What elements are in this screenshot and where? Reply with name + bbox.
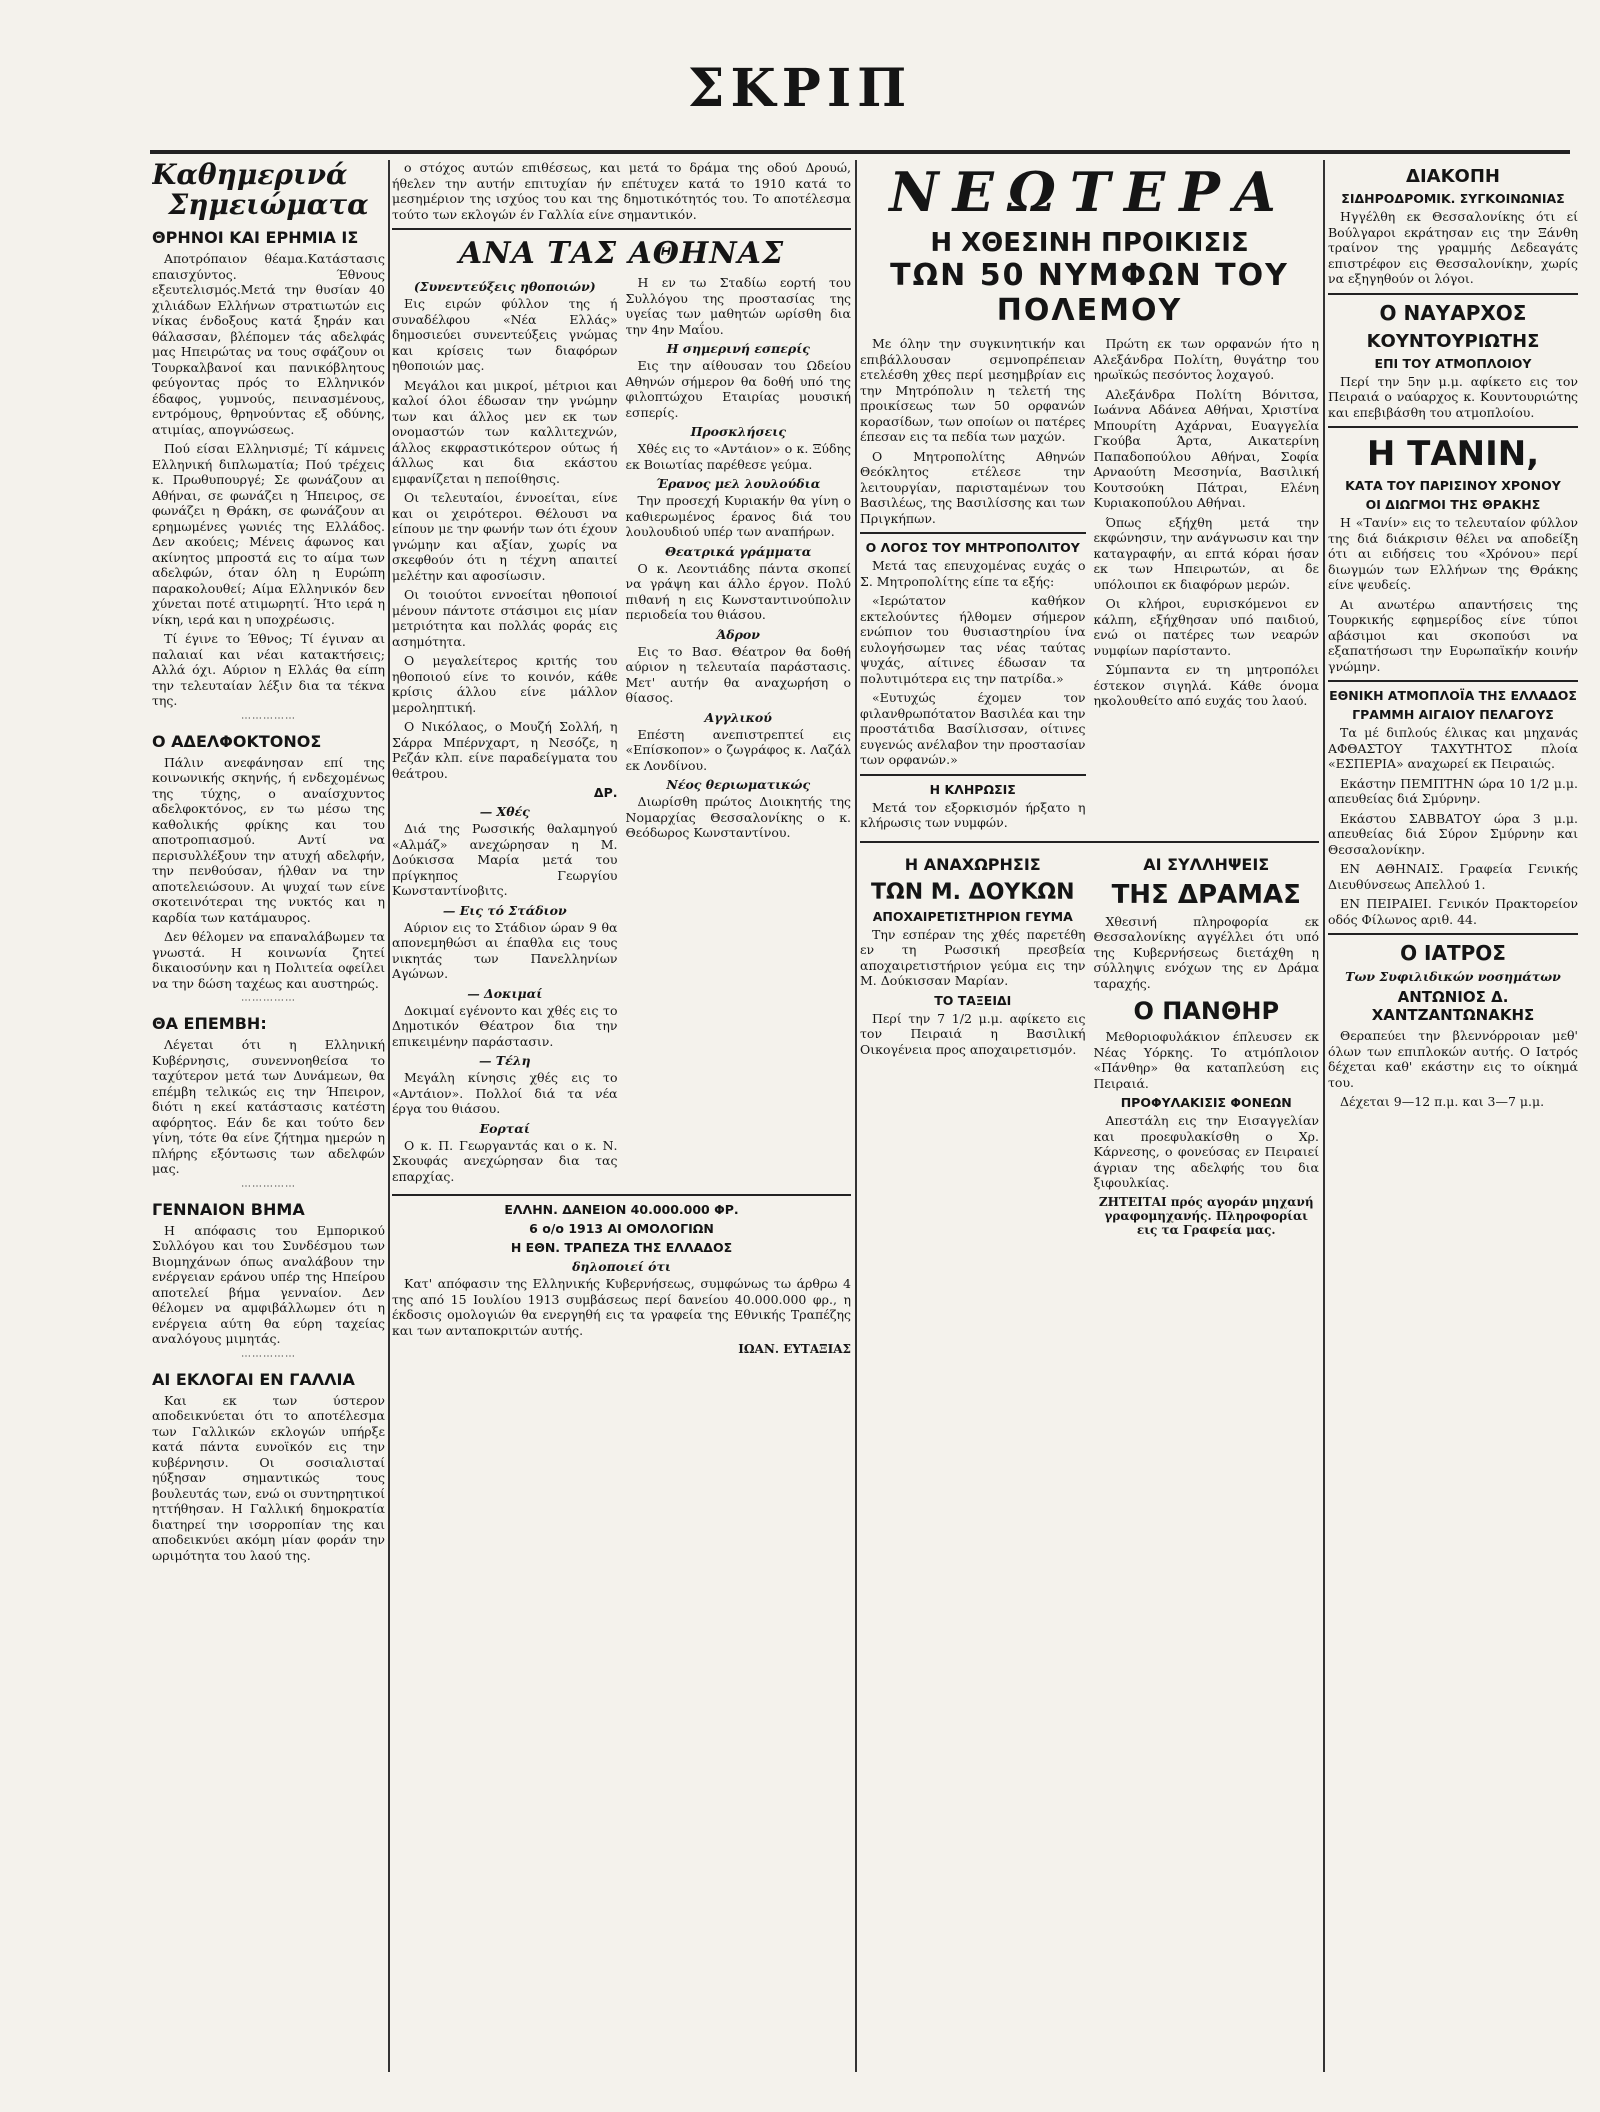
article-title: Ο ΑΔΕΛΦΟΚΤΟΝΟΣ <box>152 731 322 751</box>
subheading: Ο ΛΟΓΟΣ ΤΟΥ ΜΗΤΡΟΠΟΛΙΤΟΥ <box>865 540 1080 555</box>
doctor-ad <box>1328 941 1578 1110</box>
headline: ΣΙΔΗΡΟΔΡΟΜΙΚ. ΣΥΓΚΟΙΝΩΝΙΑΣ <box>1341 191 1565 206</box>
column-separator <box>1323 160 1325 2072</box>
article-paragraph: Μετά τας επευχομένας ευχάς ο Σ. Μητροπολίτης είπε τα εξής: <box>860 558 1086 589</box>
article-paragraph: Ηγγέλθη εκ Θεσσαλονίκης ότι εί Βούλγαροι εκράτησαν εις την Ξάνθη τραίνον της γραμμής Δεδεαγάτς επιστρέφον εις Θεσσαλονίκην, χωρίς να εξηγηθούν οι λόγοι. <box>1328 209 1578 286</box>
rule <box>1328 426 1578 428</box>
section-title: Καθημερινά <box>152 160 348 191</box>
ornament-divider: ⋯⋯⋯⋯⋯ <box>241 1350 296 1362</box>
subheading: Άδρον <box>716 626 760 642</box>
article-paragraph: Και εκ των ύστερον αποδεικνύεται ότι το αποτέλεσμα των Γαλλικών εκλογών υπήρξε κατά πάντα ευνοϊκόν εις την κυβέρνησιν. Οι σοσιαλισταί ηύξησαν σημαντικώς τους βουλευτάς των, ενώ οι συντηρητικοί ηττήθησαν. Η Γαλλική δημοκρατία διατηρεί την ισορροπίαν της και αποδεικνύει ακόμη μίαν φοράν την ωριμότητα του λαού της. <box>152 1392 385 1563</box>
headline: Η ΤΑΝΙΝ, <box>1366 434 1540 474</box>
article-paragraph: Η απόφασις του Εμπορικού Συλλόγου και του Συνδέσμου των Βιομηχάνων όπως αναλάβουν την ενέργειαν εράνου υπέρ της Ηπείρου αποτελεί βήμα γενναίον. Δεν θέλομεν να αμφιβάλλωμεν ότι η ενέργεια αύτη θα εύρη ταχείας αναλόγους μιμητάς. <box>152 1222 385 1346</box>
article-paragraph: Η εν τω Σταδίω εορτή του Συλλόγου της προστασίας της υγείας των μαθητών ωρίσθη δια την 4ην Μαΐου. <box>625 275 851 337</box>
subheading: Η σημερινή εσπερίς <box>666 341 810 356</box>
article-paragraph: Διά της Ρωσσικής θαλαμηγού «Αλμάζ» ανεχώρησαν η Μ. Δούκισσα Μαρία μετά του πρίγκηπος Γεωργίου Κωνσταντίνοβιτς. <box>392 821 618 898</box>
article-paragraph: Οι κλήροι, ευρισκόμενοι εν κάλπη, εξήχθησαν υπό παιδιού, ενώ οι πατέρες των νεαρών νυμφίων παρίσταντο. <box>1093 596 1319 658</box>
subheading: ΠΡΟΦΥΛΑΚΙΣΙΣ ΦΟΝΕΩΝ <box>1120 1095 1292 1110</box>
subheading: ΑΠΟΧΑΙΡΕΤΙΣΤΗΡΙΟΝ ΓΕΥΜΑ <box>872 908 1073 924</box>
article-paragraph: Περί την 7 1/2 μ.μ. αφίκετο εις τον Πειραιά η Βασιλική Οικογένεια προς αποχαιρετισμόν. <box>860 1010 1086 1057</box>
article-paragraph: Αι ανωτέρω απαντήσεις της Τουρκικής εφημερίδος είνε τύποι αβάσιμοι και σκοπούσι να εξαπατήσωσι την Ευρωπαϊκήν κοινήν γνώμην. <box>1328 596 1578 674</box>
ornament-divider: ⋯⋯⋯⋯⋯ <box>241 995 296 1006</box>
article-paragraph: Περί την 5ην μ.μ. αφίκετο εις τον Πειραιά ο ναύαρχος κ. Κουντουριώτης και επεβιβάσθη του ατμοπλοίου. <box>1328 373 1578 420</box>
article-paragraph: Την προσεχή Κυριακήν θα γίνη ο καθιερωμένος έρανος διά του λουλουδιού υπέρ των αναπήρων. <box>625 493 851 539</box>
ornament-divider: ⋯⋯⋯⋯⋯ <box>241 712 296 724</box>
article-title: ΘΡΗΝΟΙ ΚΑΙ ΕΡΗΜΙΑ ΙΣ <box>152 228 359 247</box>
ad-paragraph: ΕΝ ΑΘΗΝΑΙΣ. Γραφεία Γενικής Διευθύνσεως Απελλού 1. <box>1328 861 1578 892</box>
article-paragraph: Χθεσινή πληροφορία εκ Θεσσαλονίκης αγγέλλει ότι υπό της Κυβερνήσεως διετάχθη η σύλληψις ενόχων της εν Δράμα ταραχής. <box>1093 913 1319 991</box>
byline: ΙΩΑΝ. ΕΥΤΑΞΙΑΣ <box>738 1342 851 1356</box>
subheading: Η ΚΛΗΡΩΣΙΣ <box>929 781 1016 797</box>
subcolumn-right <box>626 275 852 1188</box>
article-paragraph: Ο Μητροπολίτης Αθηνών Θεόκλητος ετέλεσε την λειτουργίαν, παρισταμένων του Βασιλέως, της Βασιλίσσης και των Πριγκήπων. <box>860 448 1086 526</box>
article-paragraph: Λέγεται ότι η Ελληνική Κυβέρνησις, συνεννοηθείσα το ταχύτερον μετά των Δυνάμεων, θα επέμβη τελικώς εις την Ήπειρον, διότι η εκεί κατάστασις κατέστη αφόρητος. Εάν δε και τούτο δεν γίνη, τότε θα είνε ζήτημα ημερών η πλήρης εξόντωσις των αδελφών μας. <box>152 1037 385 1176</box>
article-paragraph: «Ευτυχώς έχομεν τον φιλανθρωπότατον Βασιλέα και την προστάτιδα Βασίλισσαν, οίτινες ευγενώς ανέλαβον την προστασίαν των ορφανών.» <box>860 690 1086 767</box>
article-paragraph: Πάλιν ανεφάνησαν επί της κοινωνικής σκηνής, ή ενδεχομένως της τύχης, ο αναίσχυντος αδελφοκτόνος, εν τω μέσω της καθολικής φρίκης και του αποτροπιασμού. Αντί να περισυλλέξουν την ατυχή αδελφήν, την πενθούσαν, ήλθαν να την αποτελειώσουν. Αι ψυχαί των είνε σκοτεινότεραι της νυκτός και η καρδία των κατάμαυρος. <box>152 754 385 925</box>
ad-title: ΓΡΑΜΜΗ ΑΙΓΑΙΟΥ ΠΕΛΑΓΟΥΣ <box>1352 707 1554 722</box>
rule <box>860 841 1319 843</box>
article-paragraph: Η «Τανίν» εις το τελευταίον φύλλον της διά διάκρισιν θέλει να αποδείξη ότι αι ειδήσεις του «Χρόνου» περί διωγμών των Ελλήνων της Θράκης είνε ψευδείς. <box>1328 515 1578 592</box>
ad-title: Ο ΙΑΤΡΟΣ <box>1400 941 1506 965</box>
masthead-title: ΣΚΡΙΠ <box>687 58 913 119</box>
rule <box>1328 680 1578 682</box>
article-paragraph: Απεστάλη εις την Εισαγγελίαν και προεφυλακίσθη ο Χρ. Κάρνεσης, ο φονεύσας εν Πειραιεί άγριαν της αδελφής του δια ξιφουλκίας. <box>1093 1113 1319 1190</box>
section-title: ΑΝΑ ΤΑΣ ΑΘΗΝΑΣ <box>458 236 785 271</box>
rule <box>860 774 1086 776</box>
notice-title: ΕΛΛΗΝ. ΔΑΝΕΙΟΝ 40.000.000 ΦΡ. <box>504 1202 739 1217</box>
shipping-ad <box>1328 688 1578 927</box>
subcolumn-right <box>1094 336 1320 835</box>
article-paragraph: Αύριον εις το Στάδιον ώραν 9 θα απονεμηθώσι αι έπαθλα εις τους νικητάς των Πανελληνίων Αγώνων. <box>392 919 618 981</box>
notice-paragraph: Κατ' απόφασιν της Ελληνικής Κυβερνήσεως, συμφώνως τω άρθρω 4 της από 15 Ιουλίου 1913 συμβάσεως περί δανείου 40.000.000 φρ., η έκδοσις ομολογιών θα ενεργηθή εις τα γραφεία της Εθνικής Τραπέζης και των ανταποκριτών αυτής. <box>392 1276 851 1338</box>
article-title: ΘΑ ΕΠΕΜΒΗ: <box>152 1014 267 1033</box>
subheading: — Χθές <box>479 804 530 819</box>
article-paragraph: Μεθοριοφυλάκιον έπλευσεν εκ Νέας Υόρκης. Το ατμόπλοιον «Πάνθηρ» θα καταπλεύση εις Πειραιά. <box>1093 1029 1319 1091</box>
headline: ΤΩΝ 50 ΝΥΜΦΩΝ ΤΟΥ ΠΟΛΕΜΟΥ <box>890 258 1289 328</box>
subheading: ΕΠΙ ΤΟΥ ΑΤΜΟΠΛΟΙΟΥ <box>1374 355 1532 371</box>
headline: ΤΗΣ ΔΡΑΜΑΣ <box>1111 879 1301 910</box>
subheading: — Τέλη <box>478 1053 531 1068</box>
article-paragraph: Εις ειρών φύλλον της ή συναδέλφου «Νέα Ελλάς» δημοσιεύει συνεντεύξεις γνώμας και κρίσεις των διαφόρων ηθοποιών μας. <box>392 296 618 373</box>
subheading: Αγγλικού <box>704 709 772 725</box>
headline: Ο ΝΑΥΑΡΧΟΣ <box>1379 300 1527 325</box>
article-paragraph: Πού είσαι Ελληνισμέ; Τί κάμνεις Ελληνική διπλωματία; Πού τρέχεις κ. Πρωθυπουργέ; Σε φωνάζουν αι Αθήναι, σε φωνάζει η Ήπειρος, σε φωνάζει η Θράκη, σε φωνάζουν αι ερημωμένες γωνιές της Ελλάδος. Δεν ακούεις; Μένεις άφωνος και ακίνητος μπροστά εις το αίμα των αδελφών, όταν όλη η Ευρώπη παρακολουθεί; Αίμα Ελληνικόν δεν χύνεται ποτέ ατιμωρητί. Ήτο ιερά η νίκη, ιερά και η υποχρέωσις. <box>152 441 385 627</box>
subheading: — Εις τό Στάδιον <box>442 902 567 918</box>
article-paragraph: Διωρίσθη πρώτος Διοικητής της Νομαρχίας Θεσσαλονίκης ο κ. Θεόδωρος Κωνσταντίνου. <box>625 794 851 840</box>
headline: Ο ΠΑΝΘΗΡ <box>1133 997 1280 1025</box>
article-paragraph: ο στόχος αυτών επιθέσεως, και μετά το δράμα της οδού Δρουώ, ήθελεν την αυτήν επιτυχίαν ήν επέτυχεν κατά το 1910 κατά το μεσημέριον της ισχύος του και της δημοτικότητός του. Το αποτέλεσμα τούτο των εκλογών έν Γαλλία είνε σημαντικόν. <box>392 160 851 222</box>
notice-title: Η ΕΘΝ. ΤΡΑΠΕΖΑ ΤΗΣ ΕΛΛΑΔΟΣ <box>510 1240 733 1255</box>
ad-paragraph: Εκάστου ΣΑΒΒΑΤΟΥ ώρα 3 μ.μ. απευθείας διά Σύρον Σμύρνην και Θεσσαλονίκην. <box>1328 810 1578 857</box>
subheading: ΚΑΤΑ ΤΟΥ ΠΑΡΙΣΙΝΟΥ ΧΡΟΝΟΥ <box>1345 478 1561 493</box>
article-paragraph: Οι τελευταίοι, έννοείται, είνε και οι χειρότεροι. Θέλουσι να είπουν με την φωνήν των ότι έχουν γνώμην και αξίαν, χωρίς να σκεφθούν ότι η τέχνη απαιτεί μελέτην και αφοσίωσιν. <box>392 490 618 583</box>
masthead <box>0 58 1600 128</box>
subcolumn-left <box>860 849 1086 1237</box>
article-paragraph: Μεγάλοι και μικροί, μέτριοι και καλοί όλοι έδωσαν την γνώμην των και άλλος μεν εκ των ονομαστών των καλλιτεχνών, άλλος εκφραστικότερον ούτως ή άλλως και δια εκάστου εμφανίζεται η πεποίθησις. <box>392 377 618 486</box>
ad-title: ΕΘΝΙΚΗ ΑΤΜΟΠΛΟΪΑ ΤΗΣ ΕΛΛΑΔΟΣ <box>1329 688 1577 703</box>
article-paragraph: Όπως εξήχθη μετά την εκφώνησιν, την ανάγνωσιν και την καταγραφήν, αι επτά κόραι ήσαν εκ των Ηπειρωτών, αι δε υπόλοιποι εκ διαφόρων μερών. <box>1093 514 1319 592</box>
headline: ΔΙΑΚΟΠΗ <box>1406 166 1500 187</box>
subheading: Προσκλήσεις <box>690 424 786 439</box>
subcolumn-left <box>860 336 1086 835</box>
article-paragraph: Δοκιμαί εγένοντο και χθές εις το Δημοτικόν Θέατρον δια την επικειμένην παράστασιν. <box>392 1002 618 1049</box>
subcolumn-right <box>1094 849 1320 1237</box>
article-paragraph: Εις το Βασ. Θέατρον θα δοθή αύριον η τελευταία παράστασις. Μετ' αυτήν θα αναχωρήση ο θίασος. <box>625 643 851 705</box>
signature: ΔΡ. <box>593 785 618 800</box>
rule <box>860 532 1086 534</box>
rule <box>392 228 851 230</box>
rule <box>392 1194 851 1196</box>
article-paragraph: Μεγάλη κίνησις χθές εις το «Αντάιον». Πολλοί διά τα νέα έργα του θιάσου. <box>392 1070 618 1116</box>
headline: Η ΑΝΑΧΩΡΗΣΙΣ <box>904 854 1041 874</box>
subheading: — Δοκιμαί <box>467 985 543 1001</box>
ad-paragraph: Τα μέ διπλούς έλικας και μηχανάς ΑΦΘΑΣΤΟΥ ΤΑΧΥΤΗΤΟΣ πλοία «ΕΣΠΕΡΙΑ» αναχωρεί εκ Πειραιώς. <box>1328 725 1578 771</box>
article-paragraph: Δεν θέλομεν να επαναλάβωμεν τα γνωστά. Η κοινωνία ζητεί δικαιοσύνην και η Πολιτεία οφείλει να την δώση ταχέως και αυστηρώς. <box>152 929 385 991</box>
notice-subtitle: δηλοποιεί ότι <box>572 1259 671 1274</box>
subheading: ΤΟ ΤΑΞΕΙΔΙ <box>934 992 1012 1008</box>
article-title: ΓΕΝΝΑΙΟΝ ΒΗΜΑ <box>152 1199 305 1219</box>
ornament-divider: ⋯⋯⋯⋯⋯ <box>241 1180 296 1192</box>
article-paragraph: Οι τοιούτοι εννοείται ηθοποιοί μένουν πάντοτε στάσιμοι εις μίαν μετριότητα και πολλάς φοράς εις ασημότητα. <box>392 587 618 649</box>
subcolumn-left <box>392 275 618 1188</box>
article-paragraph: Ο μεγαλείτερος κριτής του ηθοποιού είνε το κοινόν, κάθε κρίσις άλλου είνε μάλλον μεροληπτική. <box>392 653 618 715</box>
article-paragraph: Την εσπέραν της χθές παρετέθη εν τη Ρωσσική πρεσβεία αποχαιρετιστήριον γεύμα εις την Μ. Δούκισσαν Μαρίαν. <box>860 926 1086 988</box>
rule <box>1328 933 1578 935</box>
article-paragraph: Ο Νικόλαος, ο Μουζή Σολλή, η Σάρρα Μπέρνχαρτ, η Νεσόζε, η Ρεζάν κλπ. είνε παραδείγματα του θεάτρου. <box>392 719 618 781</box>
section-title: Σημειώματα <box>168 188 369 221</box>
ad-paragraph: Δέχεται 9—12 π.μ. και 3—7 μ.μ. <box>1340 1094 1545 1109</box>
column-separator <box>388 160 390 2072</box>
ad-subtitle: Των Συφιλιδικών νοσημάτων <box>1345 969 1561 984</box>
section-title: ΝΕΩΤΕΡΑ <box>889 160 1290 224</box>
article-paragraph: Επέστη ανεπιστρεπτεί εις «Επίσκοπον» ο ζωγράφος κ. Λαζάλ εκ Λονδίνου. <box>625 726 851 773</box>
classified-ad: ΖΗΤΕΙΤΑΙ πρός αγοράν μηχανή γραφομηχανής. Πληροφορίαι εις τα Γραφεία μας. <box>1098 1194 1314 1237</box>
column-separator <box>855 160 857 2072</box>
column-4 <box>1328 160 1578 2076</box>
ad-paragraph: Θεραπεύει την βλεννόρροιαν μεθ' όλων των επιπλοκών αυτής. Ο Ιατρός δέχεται καθ' εκάστην εις το οίκημά του. <box>1328 1028 1578 1090</box>
article-paragraph: Μετά τον εξορκισμόν ήρξατο η κλήρωσις των νυμφών. <box>860 799 1086 830</box>
column-1 <box>152 160 385 2076</box>
column-2 <box>392 160 851 2076</box>
article-paragraph: Πρώτη εκ των ορφανών ήτο η Αλεξάνδρα Πολίτη, θυγάτηρ του ηρωϊκώς πεσόντος λοχαγού. <box>1093 336 1319 382</box>
rule <box>1328 293 1578 295</box>
article-paragraph: Ο κ. Π. Γεωργαντάς και ο κ. Ν. Σκουφάς ανεχώρησαν δια τας επαρχίας. <box>392 1137 618 1184</box>
column-3 <box>860 160 1319 2076</box>
article-paragraph: Εις την αίθουσαν του Ωδείου Αθηνών σήμερον θα δοθή υπό της φιλοπτώχου Εταιρίας μουσική εσπερίς. <box>625 358 851 420</box>
headline: ΤΩΝ Μ. ΔΟΥΚΩΝ <box>870 879 1075 905</box>
headline: ΚΟΥΝΤΟΥΡΙΩΤΗΣ <box>1366 330 1540 352</box>
two-column-body <box>860 849 1319 1237</box>
subheading: Εορταί <box>479 1120 530 1136</box>
ad-paragraph: ΕΝ ΠΕΙΡΑΙΕΙ. Γενικόν Πρακτορείον οδός Φίλωνος αριθ. 44. <box>1328 896 1578 927</box>
article-paragraph: Σύμπαντα εν τη μητροπόλει έστεκον σιγηλά. Κάθε όνομα ηκολουθείτο από ευχάς του λαού. <box>1093 662 1319 708</box>
article-paragraph: Ο κ. Λεοντιάδης πάντα σκοπεί να γράψη και άλλο έργον. Πολύ πιθανή η εις Κωνσταντινούπολιν περιοδεία του θιάσου. <box>625 560 851 622</box>
subheading: Νέος θεριωματικώς <box>666 777 811 792</box>
bank-notice <box>392 1202 851 1338</box>
article-paragraph: Χθές εις το «Αντάιον» ο κ. Ξύδης εκ Βοιωτίας παρέθεσε γεύμα. <box>625 441 851 472</box>
article-title: ΑΙ ΕΚΛΟΓΑΙ ΕΝ ΓΑΛΛΙΑ <box>152 1369 355 1389</box>
article-paragraph: «Ιερώτατον καθήκον εκτελούντες ήλθομεν σήμερον ενώπιον του θυσιαστηρίου ίνα ευλογήσωμεν τας νέας ταύτας ψυχάς, αίτινες έδωσαν τα πολυτιμότερα εις την πατρίδα.» <box>860 593 1086 686</box>
notice-title: 6 ο/ο 1913 ΑΙ ΟΜΟΛΟΓΙΩΝ <box>529 1221 714 1236</box>
two-column-body <box>392 275 851 1188</box>
article-paragraph: Αποτρόπαιον θέαμα.Κατάστασις επαισχύντος. Έθνους εξευτελισμός.Μετά την θυσίαν 40 χιλιάδων Ελλήνων στρατιωτών εις νίκας ένδοξους κατά ξηράν και θάλασσαν, βλέπομεν τάς αδελφάς μας Ηπειρώτας να τους σφάζουν οι Τουρκαλβανοί και πανικόβλητους φεύγοντας πρός το Ελληνικόν έδαφος, γυμνούς, πεινασμένους, εντρόμους, θρηνούντας εξ οδύνης, ατιμίας, απογνώσεως. <box>152 251 385 437</box>
ad-paragraph: Εκάστην ΠΕΜΠΤΗΝ ώρα 10 1/2 μ.μ. απευθείας διά Σμύρνην. <box>1328 775 1578 806</box>
article-paragraph: Με όλην την συγκινητικήν και επιβάλλουσαν σεμνοπρέπειαν ετελέσθη χθες περί μεσημβρίαν εις την Μητρόπολιν η τελετή της προικίσεως των 50 ορφανών κορασίδων, των οποίων οι πατέρες έπεσαν εις τα πεδία των μαχών. <box>860 336 1086 444</box>
two-column-body <box>860 336 1319 835</box>
subheading: ΟΙ ΔΙΩΓΜΟΙ ΤΗΣ ΘΡΑΚΗΣ <box>1365 497 1541 512</box>
subheading: Θεατρικά γράμματα <box>665 543 812 559</box>
article-paragraph: Αλεξάνδρα Πολίτη Βόνιτσα, Ιωάννα Αδάνεα Αθήναι, Χριστίνα Μπουρίτη Αχάρναι, Ευαγγελία Γκούβα Άρτα, Αικατερίνη Παπαδοπούλου Αθήναι, Σοφία Αρναούτη Μεσσηνία, Βασιλική Κουτσούκη Πάτραι, Ελένη Κυριακοπούλου Αθήναι. <box>1093 386 1319 510</box>
article-paragraph: Τί έγινε το Έθνος; Τί έγιναν αι παλαιαί και νέαι κατακτήσεις; Αλλά όχι. Αύριον η Ελλάς θα είπη την τελευταίαν λέξιν δια τα τέκνα της. <box>152 631 385 708</box>
subheading: (Συνεντεύξεις ηθοποιών) <box>413 279 596 294</box>
ad-name: ΑΝΤΩΝΙΟΣ Δ. ΧΑΝΤΖΑΝΤΩΝΑΚΗΣ <box>1371 988 1535 1024</box>
headline: Η ΧΘΕΣΙΝΗ ΠΡΟΙΚΙΣΙΣ <box>930 228 1249 258</box>
subheading: Έρανος μελ λουλούδια <box>656 476 821 491</box>
headline: ΑΙ ΣΥΛΛΗΨΕΙΣ <box>1143 854 1270 874</box>
top-rule <box>150 150 1570 154</box>
